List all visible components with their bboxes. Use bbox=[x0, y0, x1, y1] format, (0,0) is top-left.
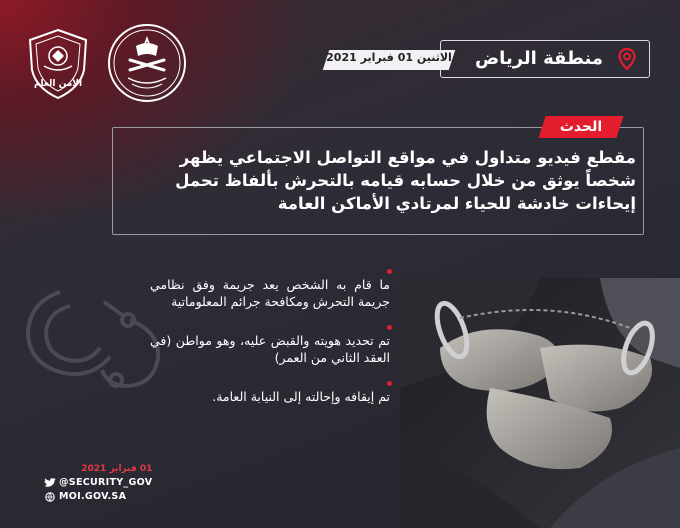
globe-icon bbox=[44, 492, 56, 502]
public-security-logo-text: الأمن العام bbox=[33, 79, 83, 89]
handcuffed-hands-photo bbox=[400, 278, 680, 528]
footer-date: 01 فبراير 2021 bbox=[81, 464, 153, 474]
public-security-logo bbox=[22, 26, 94, 102]
event-tag-label: الحدث bbox=[559, 119, 603, 135]
event-tag bbox=[542, 116, 620, 138]
bullet-dot bbox=[387, 325, 392, 330]
bullet-dot bbox=[387, 269, 392, 274]
list-item bbox=[150, 276, 390, 310]
website-row bbox=[44, 491, 152, 502]
bullet-list bbox=[150, 266, 390, 417]
bullet-text: ما قام به الشخص يعد جريمة وفق نظامي جريمة التحرش ومكافحة جرائم المعلوماتية bbox=[150, 277, 390, 309]
twitter-handle-row bbox=[44, 477, 152, 488]
region-label: منطقة الرياض bbox=[474, 48, 603, 69]
website-url: MOI.GOV.SA bbox=[59, 491, 127, 502]
bullet-dot bbox=[387, 381, 392, 386]
twitter-icon bbox=[44, 478, 56, 488]
event-description: مقطع فيديو متداول في مواقع التواصل الاجتماعي يظهر شخصاً يوثق من خلال حسابه قيامه بالتحرش بألفاظ تحمل إيحاءات خادشة للحياء لمرتادي الأماكن العامة bbox=[175, 148, 636, 213]
footer bbox=[44, 464, 152, 505]
ministry-emblem-logo bbox=[106, 22, 188, 104]
twitter-handle: @SECURITY_GOV bbox=[59, 477, 153, 488]
location-pin-icon bbox=[615, 47, 639, 71]
bullet-text: تم تحديد هويته والقبض عليه، وهو مواطن (في العقد الثاني من العمر) bbox=[150, 333, 390, 365]
list-item bbox=[150, 332, 390, 366]
bullet-text: تم إيقافه وإحالته إلى النيابة العامة. bbox=[212, 389, 390, 404]
date-label: الاثنين 01 فبراير 2021 bbox=[326, 51, 452, 64]
region-box bbox=[440, 40, 650, 78]
handcuffs-icon bbox=[20, 262, 170, 402]
list-item bbox=[150, 388, 390, 405]
